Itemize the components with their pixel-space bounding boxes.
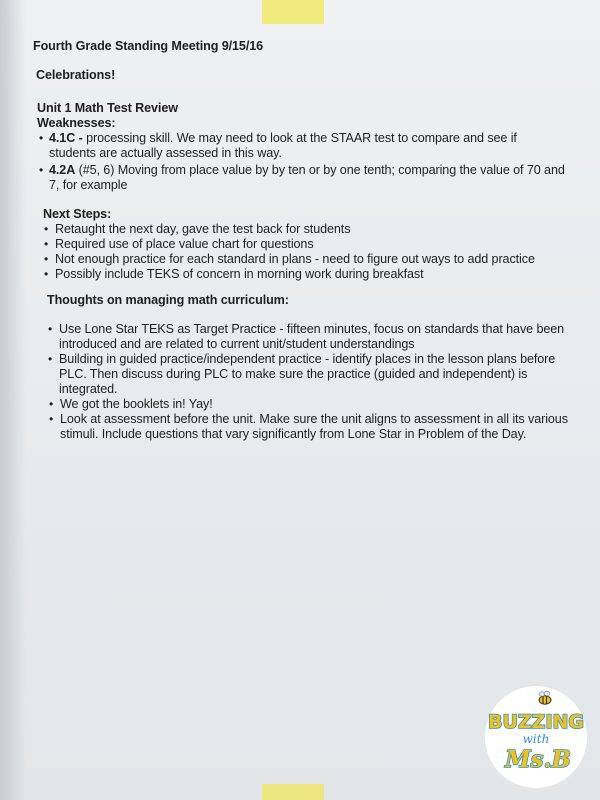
next-steps-heading: Next Steps: <box>43 207 112 221</box>
next-step-item: Not enough practice for each standard in plans - need to figure out ways to add practice <box>55 252 535 266</box>
thought-item-cont: integrated. <box>59 382 118 396</box>
bullet: • <box>48 322 53 336</box>
weakness-text: processing skill. We may need to look at the STAAR test to compare and see if <box>82 131 517 145</box>
logo-with: with <box>522 732 550 746</box>
next-step-item: Required use of place value chart for questions <box>55 237 314 251</box>
thought-item-cont: stimuli. Include questions that vary significantly from Lone Star in Problem of the Day. <box>60 427 527 441</box>
weaknesses-heading: Weaknesses: <box>37 116 116 130</box>
bullet: • <box>44 222 49 236</box>
next-step-item: Retaught the next day, gave the test back for students <box>55 222 351 236</box>
thought-item: We got the booklets in! Yay! <box>60 397 213 411</box>
weakness-item <box>49 131 517 145</box>
bullet: • <box>44 237 49 251</box>
standard-code: 4.2A <box>49 163 76 177</box>
bullet: • <box>48 352 53 366</box>
weakness-text: (#5, 6) Moving from place value by by ten or by one tenth; comparing the value of 70 and <box>75 163 565 177</box>
standard-code: 4.1C - <box>49 131 83 145</box>
thought-item-cont: introduced and are related to current unit/student understandings <box>59 337 415 351</box>
tape-top <box>262 0 324 24</box>
logo-ms-b: Ms.B <box>505 746 571 773</box>
thoughts-heading: Thoughts on managing math curriculum: <box>47 293 289 307</box>
weakness-text-cont: students are actually assessed in this way. <box>49 146 282 160</box>
thought-item: Building in guided practice/independent practice - identify places in the lesson plans before <box>59 352 556 366</box>
celebrations-heading: Celebrations! <box>36 68 116 82</box>
bullet: • <box>44 252 49 266</box>
unit-heading: Unit 1 Math Test Review <box>37 101 178 115</box>
bullet: • <box>49 397 54 411</box>
weakness-item <box>49 163 565 177</box>
logo-graphic <box>482 683 590 791</box>
bullet: • <box>44 267 49 281</box>
buzzing-with-ms-b-logo <box>482 683 590 791</box>
bullet: • <box>49 412 54 426</box>
thought-item-cont: PLC. Then discuss during PLC to make sure the practice (guided and independent) is <box>59 367 528 381</box>
bullet: • <box>39 163 44 177</box>
bee-icon <box>539 691 551 704</box>
logo-buzzing: BUZZING <box>487 711 585 733</box>
next-step-item: Possibly include TEKS of concern in morning work during breakfast <box>55 267 424 281</box>
thought-item: Use Lone Star TEKS as Target Practice - fifteen minutes, focus on standards that have been <box>59 322 565 336</box>
thought-item: Look at assessment before the unit. Make sure the unit aligns to assessment in all its various <box>60 412 568 426</box>
weakness-text-cont: 7, for example <box>49 178 128 192</box>
bullet: • <box>39 131 44 145</box>
tape-bottom <box>262 784 324 800</box>
page-title: Fourth Grade Standing Meeting 9/15/16 <box>33 39 264 53</box>
